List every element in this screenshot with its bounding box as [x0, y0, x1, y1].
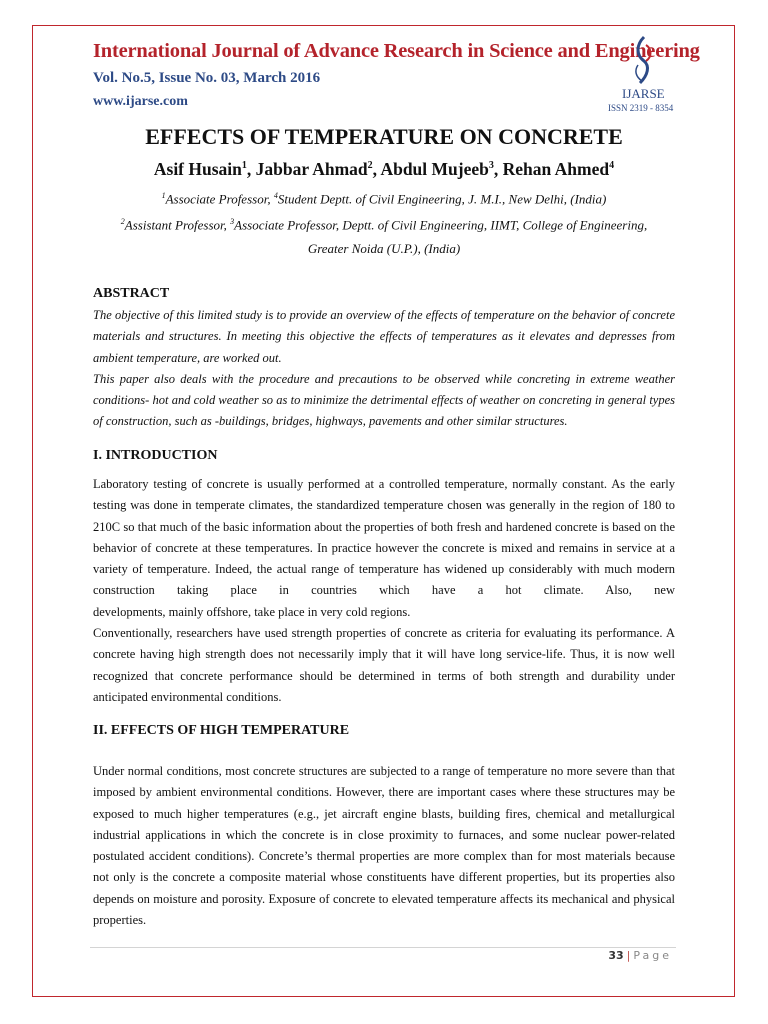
abstract-body [93, 305, 675, 433]
affiliation-line-2 [0, 217, 768, 233]
journal-website: www.ijarse.com [93, 94, 188, 109]
affiliation-mark: 3 [230, 217, 235, 226]
ijarse-logo-icon [628, 35, 658, 87]
affiliation-mark: 1 [161, 191, 166, 200]
author-name: Abdul Mujeeb [380, 159, 489, 179]
footer-divider [90, 947, 676, 948]
author-mark: 2 [367, 160, 373, 172]
affiliation-text: Student Deptt. of Civil Engineering, J. M.I., New Delhi, (India) [277, 191, 607, 207]
page-number-value: 33 [608, 949, 624, 962]
author-name: Jabbar Ahmad [255, 159, 368, 179]
affiliation-line-3: Greater Noida (U.P.), (India) [307, 241, 461, 256]
author-separator: , [372, 159, 381, 179]
affiliation-line-1 [0, 191, 768, 207]
introduction-paragraph: developments, mainly offshore, take place in very cold regions. [93, 604, 411, 619]
author-list [0, 159, 768, 180]
introduction-body [93, 474, 675, 708]
author-mark: 4 [609, 160, 615, 172]
affiliation-text: Associate Professor, [165, 191, 274, 207]
abstract-paragraph: The objective of this limited study is to provide an overview of the effects of temperature on the behavior of concrete materials and structures. In meeting this objective the effects of temperatures as it elevates and depresses from ambient temperature, are worked out. [93, 308, 675, 365]
author-mark: 3 [488, 160, 494, 172]
author-separator: , [493, 159, 503, 179]
section-2-heading: II. EFFECTS OF HIGH TEMPERATURE [93, 723, 350, 738]
page-number [608, 949, 672, 962]
affiliation-mark: 2 [120, 217, 125, 226]
abstract-paragraph: This paper also deals with the procedure and precautions to be observed while concreting in extreme weather conditions- hot and cold weather so as to minimize the detrimental effects of weather on concreting in general types of construction, such as -buildings, bridges, highways, pavements and other similar structures. [93, 371, 675, 429]
volume-issue: Vol. No.5, Issue No. 03, March 2016 [93, 70, 321, 86]
author-name: Rehan Ahmed [502, 159, 610, 179]
issn: ISSN 2319 - 8354 [608, 103, 674, 113]
page-separator: | [626, 949, 631, 962]
affiliation-text: Associate Professor, Deptt. of Civil Engineering, IIMT, College of Engineering, [234, 217, 648, 233]
affiliation-mark: 4 [273, 191, 278, 200]
page-label: Page [633, 949, 672, 962]
introduction-heading: I. INTRODUCTION [93, 448, 218, 463]
introduction-paragraph: Conventionally, researchers have used strength properties of concrete as criteria for evaluating its performance. A concrete having high strength does not necessarily imply that it will have long service-life. Thus, it is now well recognized that concrete performance should be determined in terms of both strength and durability under anticipated environmental conditions. [93, 626, 675, 704]
section-2-body [93, 761, 675, 931]
section-2-paragraph: Under normal conditions, most concrete structures are subjected to a range of temperature no more severe than that imposed by ambient environmental conditions. However, there are important cases where these structures may be exposed to much higher temperatures (e.g., jet aircraft engine blasts, building fires, chemical and metallurgical industrial applications in which the concrete is in close proximity to furnaces, and some nuclear power-related postulated accident conditions). Concrete’s thermal properties are more complex than for most materials because not only is the concrete a composite material whose constituents have different properties, but its properties also depends on moisture and porosity. Exposure of concrete to elevated temperature affects its mechanical and physical properties. [93, 764, 675, 928]
author-mark: 1 [241, 160, 247, 172]
journal-title: International Journal of Advance Research in Science and Engineering [93, 40, 700, 62]
paper-title: EFFECTS OF TEMPERATURE ON CONCRETE [145, 124, 623, 149]
affiliation-text: Assistant Professor, [124, 217, 231, 233]
author-name: Asif Husain [153, 159, 242, 179]
abstract-heading: ABSTRACT [93, 286, 170, 301]
introduction-paragraph: Laboratory testing of concrete is usually performed at a controlled temperature, normally constant. As the early testing was done in temperate climates, the standardized temperature chosen was generally in the region of 180 to 210C so that much of the basic information about the properties of both fresh and hardened concrete is based on the behavior of concrete at these temperatures. In practice however the concrete is mixed and remains in service at a variety of temperature. Indeed, the actual range of temperature has widened up considerably with much modern construction taking place in countries which have a hot climate. Also, new [93, 477, 675, 598]
author-separator: , [246, 159, 256, 179]
logo-text: IJARSE [622, 86, 665, 101]
